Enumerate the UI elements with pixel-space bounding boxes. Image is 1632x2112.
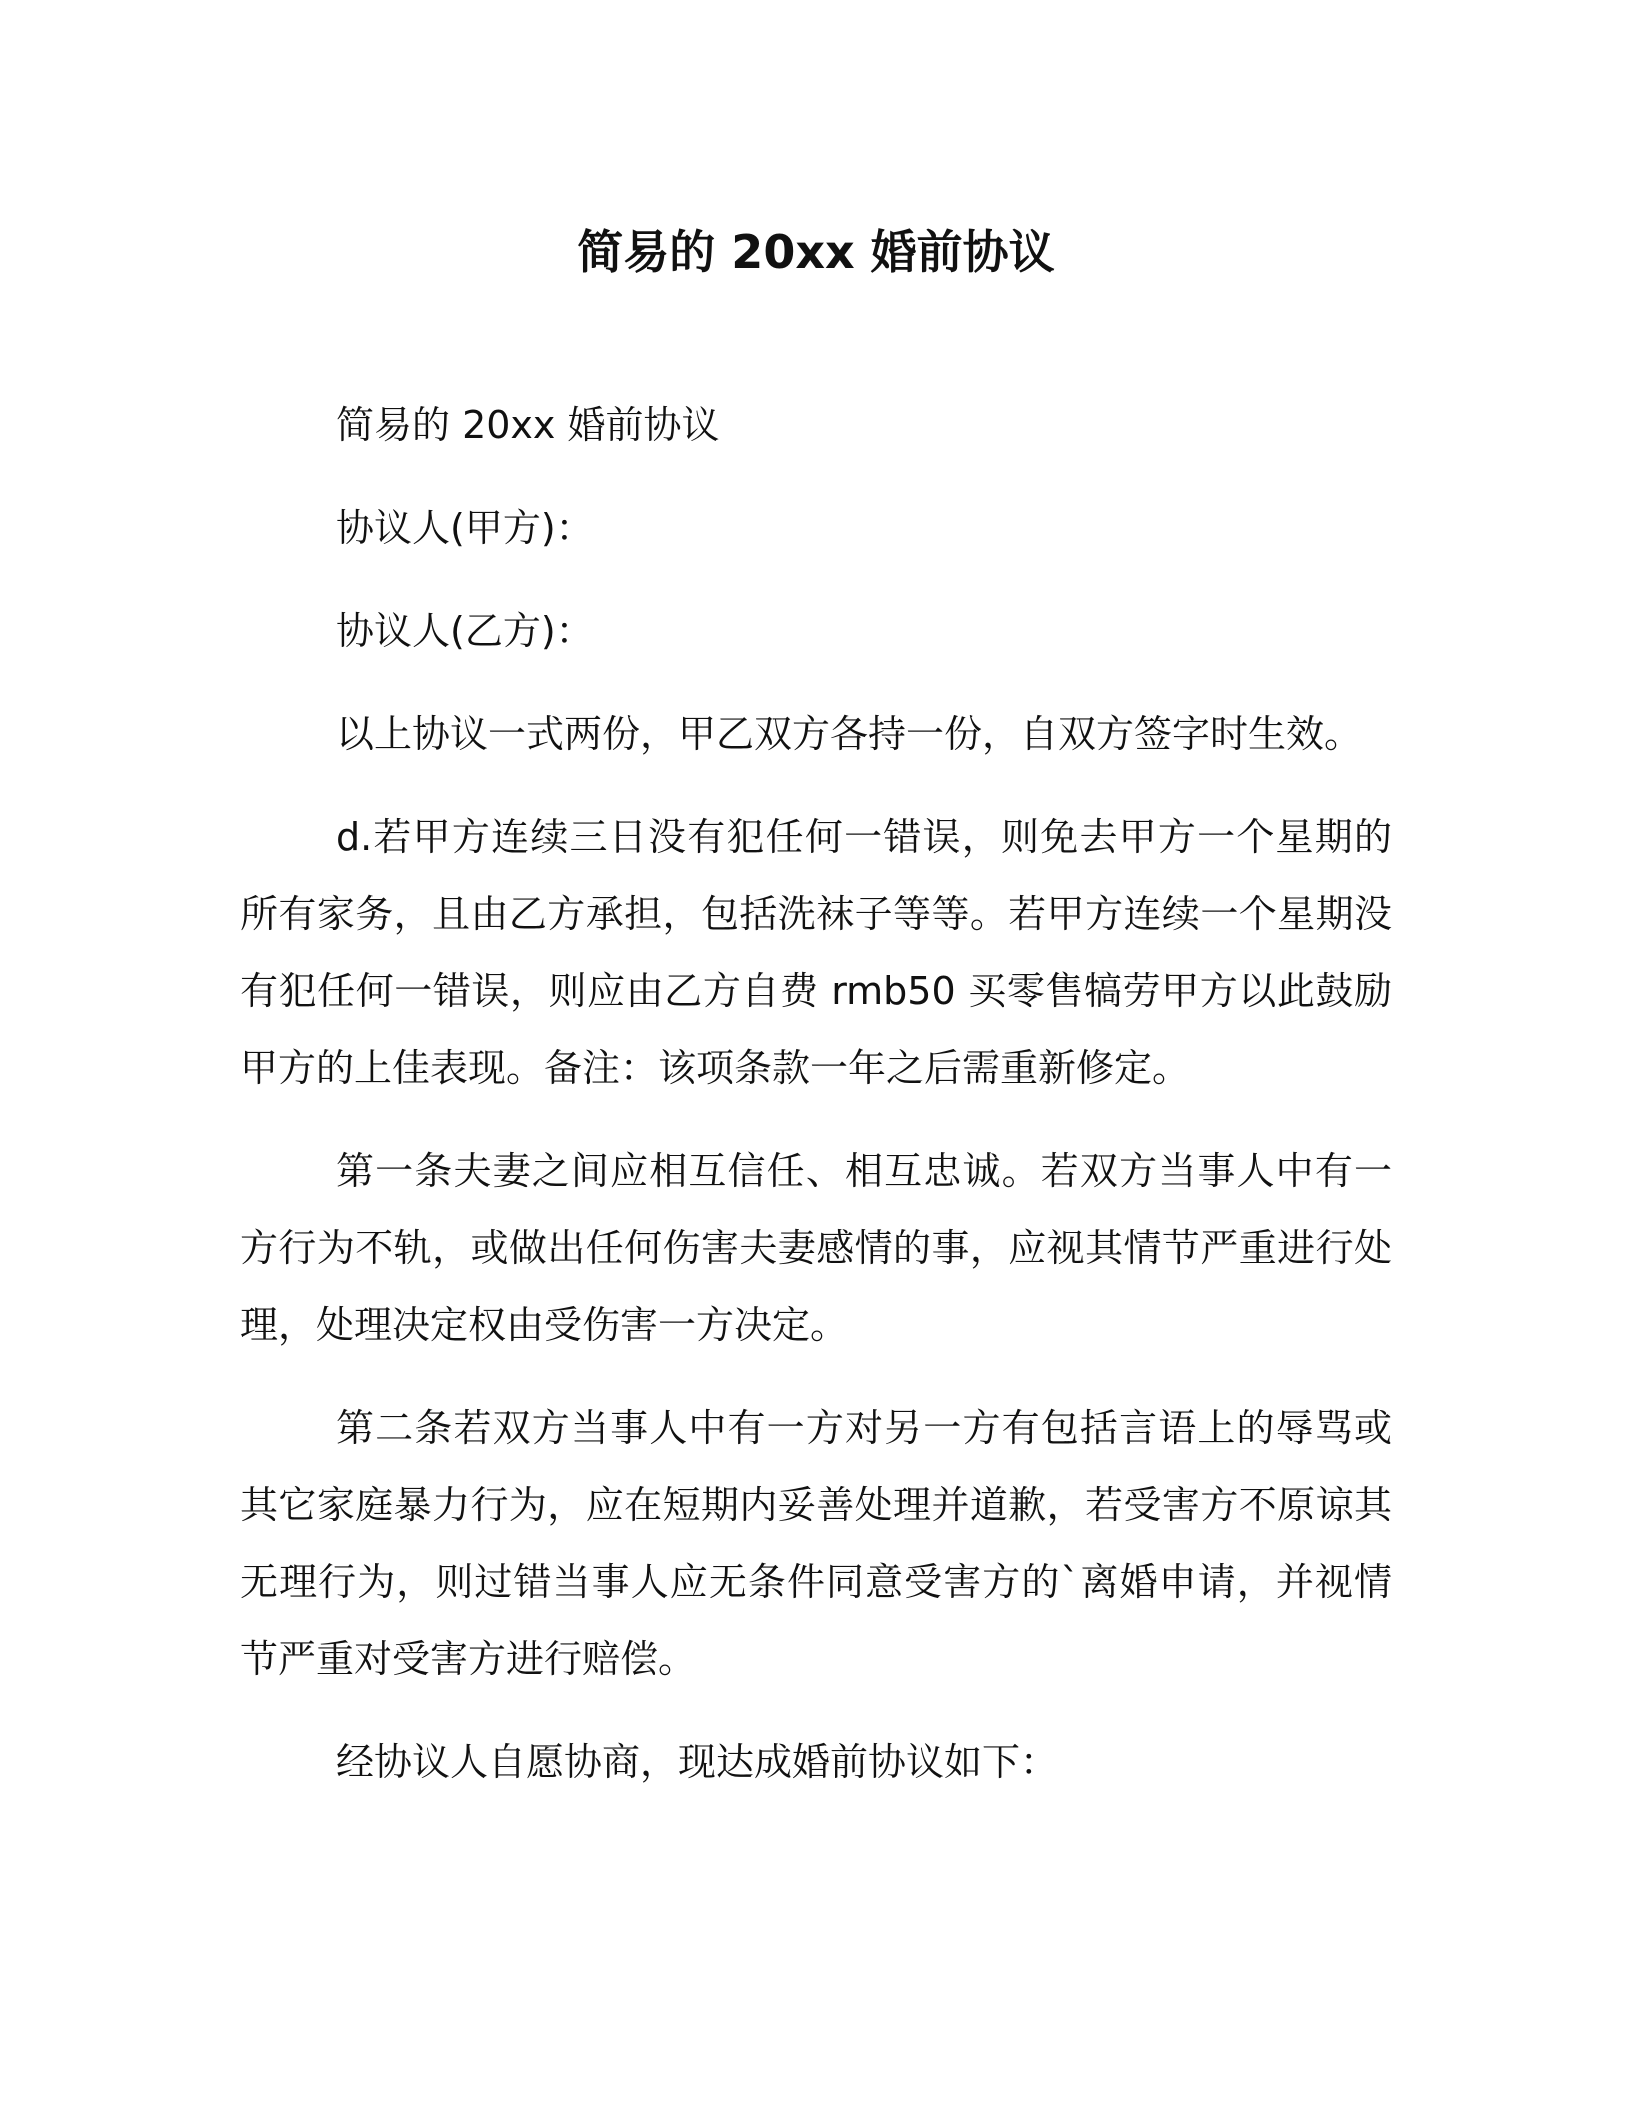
article-1-paragraph: 第一条夫妻之间应相互信任、相互忠诚。若双方当事人中有一方行为不轨，或做出任何伤害夫妻感情的事，应视其情节严重进行处理，处理决定权由受伤害一方决定。 [240,1149,1392,1347]
agreement-intro-paragraph: 经协议人自愿协商，现达成婚前协议如下： [336,1740,1059,1784]
document-title: 简易的 20xx 婚前协议 [577,225,1055,279]
party-a-line: 协议人(甲方)： [336,506,594,550]
article-2-paragraph: 第二条若双方当事人中有一方对另一方有包括言语上的辱骂或其它家庭暴力行为，应在短期内妥善处理并道歉，若受害方不原谅其无理行为，则过错当事人应无条件同意受害方的`离婚申请，并视情节严重对受害方进行赔偿。 [240,1406,1392,1681]
party-b-line: 协议人(乙方)： [336,609,594,653]
clause-d-paragraph: d.若甲方连续三日没有犯任何一错误，则免去甲方一个星期的所有家务，且由乙方承担，包括洗袜子等等。若甲方连续一个星期没有犯任何一错误，则应由乙方自费 rmb50 买零售犒劳甲方以此鼓励甲方的上佳表现。备注：该项条款一年之后需重新修定。 [240,815,1392,1090]
copies-paragraph: 以上协议一式两份，甲乙双方各持一份，自双方签字时生效。 [336,712,1363,756]
subtitle-paragraph: 简易的 20xx 婚前协议 [336,403,720,447]
